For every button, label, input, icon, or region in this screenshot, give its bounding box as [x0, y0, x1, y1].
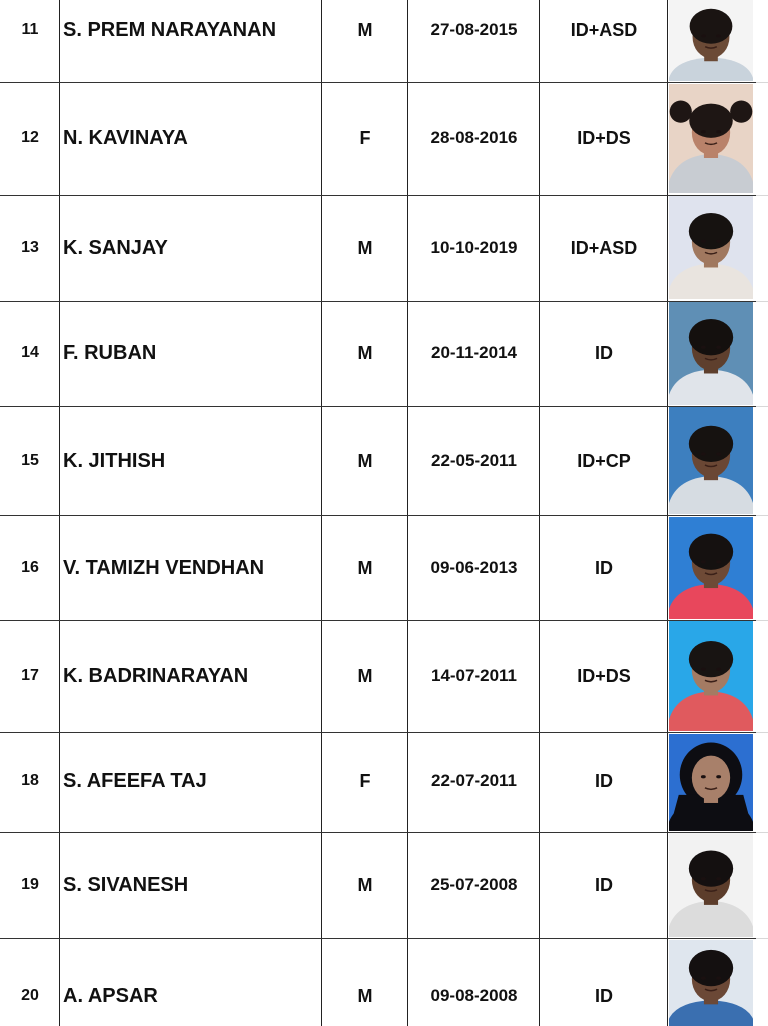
student-photo: [669, 84, 753, 193]
diagnosis: ID: [595, 342, 613, 363]
student-photo: [669, 407, 753, 514]
student-photo-portrait: [669, 407, 753, 514]
student-photo-portrait: [669, 196, 753, 299]
serial-number: 20: [21, 987, 39, 1004]
table-row: [0, 515, 768, 620]
student-photo-portrait: [669, 84, 753, 193]
gender: F: [359, 127, 371, 148]
table-row: [0, 82, 768, 195]
diagnosis: ID: [595, 557, 613, 578]
student-photo: [669, 0, 753, 81]
date-of-birth: 22-07-2011: [430, 771, 518, 790]
student-name: K. JITHISH: [63, 449, 166, 472]
diagnosis: ID: [595, 874, 613, 895]
table-row: [0, 620, 768, 732]
student-photo: [669, 196, 753, 299]
date-of-birth: 14-07-2011: [430, 666, 518, 685]
date-of-birth: 25-07-2008: [430, 875, 518, 894]
gender: M: [357, 665, 373, 686]
gender: M: [357, 874, 373, 895]
student-photo: [669, 734, 753, 831]
serial-number: 12: [21, 129, 39, 146]
table-row: [0, 732, 768, 832]
date-of-birth: 20-11-2014: [430, 343, 518, 362]
student-photo-portrait: [669, 833, 753, 937]
diagnosis: ID+ASD: [570, 237, 638, 258]
student-name: F. RUBAN: [63, 341, 157, 364]
diagnosis: ID: [595, 985, 613, 1006]
gender: M: [357, 985, 373, 1006]
date-of-birth: 09-06-2013: [430, 558, 518, 577]
student-photo: [669, 940, 753, 1026]
student-name: K. BADRINARAYAN: [63, 664, 249, 687]
table-row: [0, 301, 768, 406]
table-row: [0, 938, 768, 1026]
student-name: S. AFEEFA TAJ: [63, 769, 207, 792]
student-name: A. APSAR: [63, 984, 158, 1007]
serial-number: 11: [21, 21, 39, 38]
gender: M: [357, 19, 373, 40]
serial-number: 18: [21, 772, 39, 789]
table-row: [0, 195, 768, 301]
serial-number: 15: [21, 452, 39, 469]
serial-number: 17: [21, 667, 39, 684]
serial-number: 14: [21, 344, 39, 361]
diagnosis: ID+CP: [577, 450, 631, 471]
student-photo-portrait: [669, 621, 753, 731]
date-of-birth: 28-08-2016: [430, 128, 518, 147]
date-of-birth: 10-10-2019: [430, 238, 518, 257]
gender: M: [357, 450, 373, 471]
student-photo: [669, 621, 753, 731]
table-row: [0, 832, 768, 938]
date-of-birth: 27-08-2015: [430, 20, 518, 39]
diagnosis: ID: [595, 770, 613, 791]
student-name: V. TAMIZH VENDHAN: [63, 556, 265, 579]
student-photo: [669, 302, 753, 405]
gender: M: [357, 342, 373, 363]
student-photo-portrait: [669, 302, 753, 405]
student-photo: [669, 833, 753, 937]
student-name: S. SIVANESH: [63, 873, 189, 896]
diagnosis: ID+DS: [577, 127, 631, 148]
gender: M: [357, 557, 373, 578]
table-row: [0, 0, 768, 82]
student-name: K. SANJAY: [63, 236, 168, 259]
diagnosis: ID+ASD: [570, 19, 638, 40]
student-photo-portrait: [669, 940, 753, 1026]
student-name: S. PREM NARAYANAN: [63, 18, 277, 41]
gender: F: [359, 770, 371, 791]
serial-number: 16: [21, 559, 39, 576]
date-of-birth: 22-05-2011: [430, 451, 518, 470]
student-photo-portrait: [669, 734, 753, 831]
diagnosis: ID+DS: [577, 665, 631, 686]
student-photo-portrait: [669, 0, 753, 81]
serial-number: 19: [21, 876, 39, 893]
student-photo: [669, 517, 753, 619]
student-photo-portrait: [669, 517, 753, 619]
student-name: N. KAVINAYA: [63, 126, 188, 149]
table-row: [0, 406, 768, 515]
date-of-birth: 09-08-2008: [430, 986, 518, 1005]
gender: M: [357, 237, 373, 258]
serial-number: 13: [21, 239, 39, 256]
